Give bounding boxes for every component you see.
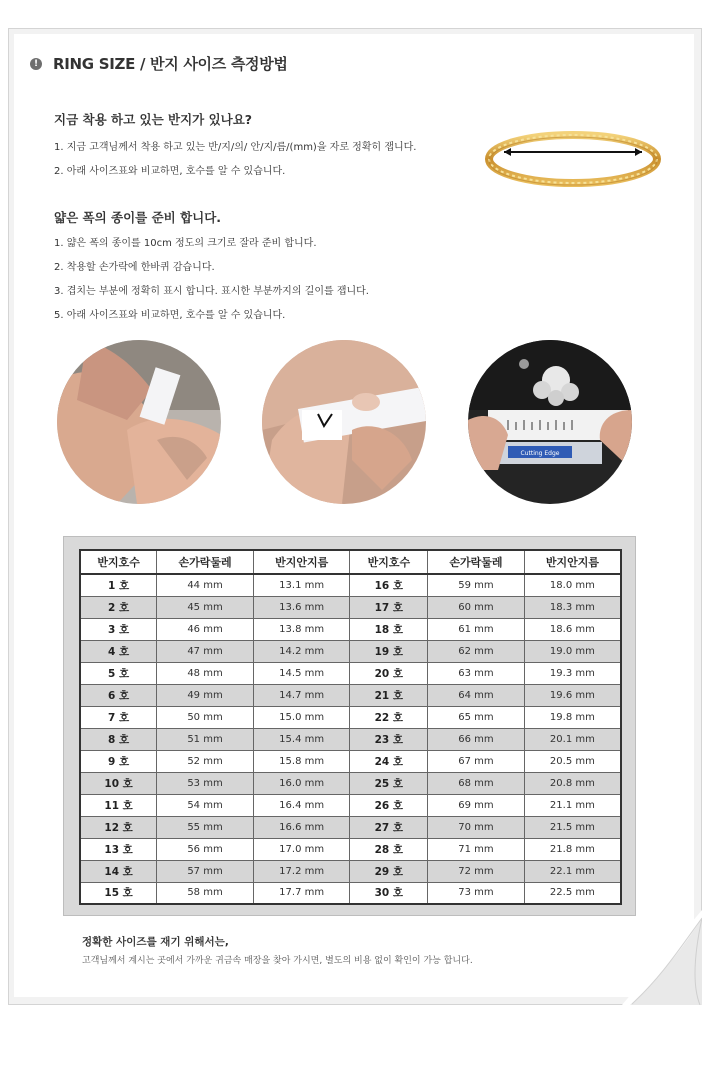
measure-cell: 22.1 mm [524,860,621,882]
ring-size-cell: 25 호 [350,772,428,794]
ring-size-cell: 24 호 [350,750,428,772]
measure-cell: 16.0 mm [253,772,350,794]
page-curl-decoration [622,910,702,1005]
column-header: 손가락둘레 [157,550,254,574]
ring-size-cell: 18 호 [350,618,428,640]
table-row [80,574,621,596]
ring-size-cell: 7 호 [80,706,157,728]
table-row [80,706,621,728]
cutting-edge-label: Cutting Edge [520,450,560,457]
measure-cell: 59 mm [428,574,525,596]
measure-cell: 63 mm [428,662,525,684]
measure-cell: 19.0 mm [524,640,621,662]
note-text: 고객님께서 계시는 곳에서 가까운 귀금속 매장을 찾아 가시면, 별도의 비용 없이 확인이 가능 합니다. [82,956,473,966]
table-row [80,596,621,618]
measure-cell: 18.6 mm [524,618,621,640]
measure-cell: 18.0 mm [524,574,621,596]
ring-size-cell: 29 호 [350,860,428,882]
ring-size-cell: 4 호 [80,640,157,662]
measure-cell: 55 mm [157,816,254,838]
measure-cell: 53 mm [157,772,254,794]
table-row [80,684,621,706]
measure-cell: 21.1 mm [524,794,621,816]
ring-size-cell: 10 호 [80,772,157,794]
table-row [80,816,621,838]
measure-cell: 66 mm [428,728,525,750]
measure-cell: 13.8 mm [253,618,350,640]
ring-size-cell: 3 호 [80,618,157,640]
ring-size-cell: 30 호 [350,882,428,904]
ring-size-cell: 16 호 [350,574,428,596]
page-title: RING SIZE / 반지 사이즈 측정방법 [53,55,288,73]
table-row [80,640,621,662]
measure-cell: 14.7 mm [253,684,350,706]
photo-measure-ruler [468,340,632,504]
table-row [80,618,621,640]
page-heading [30,53,288,74]
measure-cell: 57 mm [157,860,254,882]
section1-title: 지금 착용 하고 있는 반지가 있나요? [54,112,253,127]
measure-cell: 50 mm [157,706,254,728]
table-row [80,794,621,816]
ring-size-table [79,549,622,905]
measure-cell: 16.4 mm [253,794,350,816]
ring-size-cell: 26 호 [350,794,428,816]
table-row [80,882,621,904]
section1-step-1: 1. 지금 고객님께서 착용 하고 있는 반/지/의/ 안/지/름/(mm)을 자로 정확히 잽니다. [54,142,417,153]
measure-cell: 44 mm [157,574,254,596]
table-header-row [80,550,621,574]
ring-size-cell: 22 호 [350,706,428,728]
size-table-panel [63,536,636,916]
section2-step-4: 5. 아래 사이즈표와 비교하면, 호수를 알 수 있습니다. [54,310,286,321]
ring-size-cell: 11 호 [80,794,157,816]
measure-cell: 52 mm [157,750,254,772]
measure-cell: 21.5 mm [524,816,621,838]
ring-size-cell: 21 호 [350,684,428,706]
measure-cell: 20.8 mm [524,772,621,794]
measure-cell: 67 mm [428,750,525,772]
photo-wrap-finger [262,340,426,504]
measure-cell: 20.5 mm [524,750,621,772]
measure-cell: 51 mm [157,728,254,750]
measure-cell: 19.8 mm [524,706,621,728]
ring-size-cell: 28 호 [350,838,428,860]
measure-cell: 61 mm [428,618,525,640]
column-header: 반지호수 [350,550,428,574]
section2-step-3: 3. 겹치는 부분에 정확히 표시 합니다. 표시한 부분까지의 길이를 잽니다. [54,286,369,297]
measure-cell: 19.6 mm [524,684,621,706]
measure-cell: 19.3 mm [524,662,621,684]
column-header: 반지안지름 [253,550,350,574]
measure-cell: 17.2 mm [253,860,350,882]
section2-title: 얇은 폭의 종이를 준비 합니다. [54,210,222,225]
table-row [80,728,621,750]
ring-size-cell: 2 호 [80,596,157,618]
measure-cell: 18.3 mm [524,596,621,618]
measure-cell: 58 mm [157,882,254,904]
column-header: 반지안지름 [524,550,621,574]
measure-cell: 65 mm [428,706,525,728]
ring-size-cell: 23 호 [350,728,428,750]
ring-size-cell: 13 호 [80,838,157,860]
measure-cell: 22.5 mm [524,882,621,904]
note-title: 정확한 사이즈를 재기 위해서는, [82,936,229,948]
measure-cell: 14.5 mm [253,662,350,684]
ring-size-cell: 19 호 [350,640,428,662]
table-row [80,838,621,860]
measure-cell: 21.8 mm [524,838,621,860]
measure-cell: 13.1 mm [253,574,350,596]
ring-size-cell: 6 호 [80,684,157,706]
table-row [80,750,621,772]
measure-cell: 15.4 mm [253,728,350,750]
measure-cell: 49 mm [157,684,254,706]
ring-size-cell: 5 호 [80,662,157,684]
ring-size-cell: 12 호 [80,816,157,838]
table-row [80,662,621,684]
measure-cell: 14.2 mm [253,640,350,662]
measure-cell: 70 mm [428,816,525,838]
ring-size-cell: 14 호 [80,860,157,882]
measure-cell: 17.0 mm [253,838,350,860]
ring-size-cell: 15 호 [80,882,157,904]
measure-cell: 54 mm [157,794,254,816]
measure-cell: 13.6 mm [253,596,350,618]
measure-cell: 48 mm [157,662,254,684]
measure-cell: 69 mm [428,794,525,816]
measure-cell: 60 mm [428,596,525,618]
ring-size-cell: 1 호 [80,574,157,596]
column-header: 손가락둘레 [428,550,525,574]
ring-size-cell: 8 호 [80,728,157,750]
section2-step-1: 1. 얇은 폭의 종이를 10cm 정도의 크기로 잘라 준비 합니다. [54,238,317,249]
section1-step-2: 2. 아래 사이즈표와 비교하면, 호수를 알 수 있습니다. [54,166,286,177]
info-bullet-icon: ! [30,58,42,70]
measure-cell: 56 mm [157,838,254,860]
column-header: 반지호수 [80,550,157,574]
measure-cell: 20.1 mm [524,728,621,750]
gold-ring-image [484,128,662,190]
measure-cell: 15.8 mm [253,750,350,772]
table-row [80,772,621,794]
measure-cell: 46 mm [157,618,254,640]
section2-step-2: 2. 착용할 손가락에 한바퀴 감습니다. [54,262,215,273]
measure-cell: 16.6 mm [253,816,350,838]
measure-cell: 47 mm [157,640,254,662]
measure-cell: 15.0 mm [253,706,350,728]
measure-cell: 17.7 mm [253,882,350,904]
measure-cell: 68 mm [428,772,525,794]
photo-prepare-paper [57,340,221,504]
measure-cell: 62 mm [428,640,525,662]
ring-size-cell: 20 호 [350,662,428,684]
table-row [80,860,621,882]
measure-cell: 71 mm [428,838,525,860]
ring-size-cell: 17 호 [350,596,428,618]
ring-size-cell: 9 호 [80,750,157,772]
measure-cell: 64 mm [428,684,525,706]
table-body [80,574,621,904]
measure-cell: 45 mm [157,596,254,618]
measure-cell: 72 mm [428,860,525,882]
ring-size-cell: 27 호 [350,816,428,838]
measure-cell: 73 mm [428,882,525,904]
